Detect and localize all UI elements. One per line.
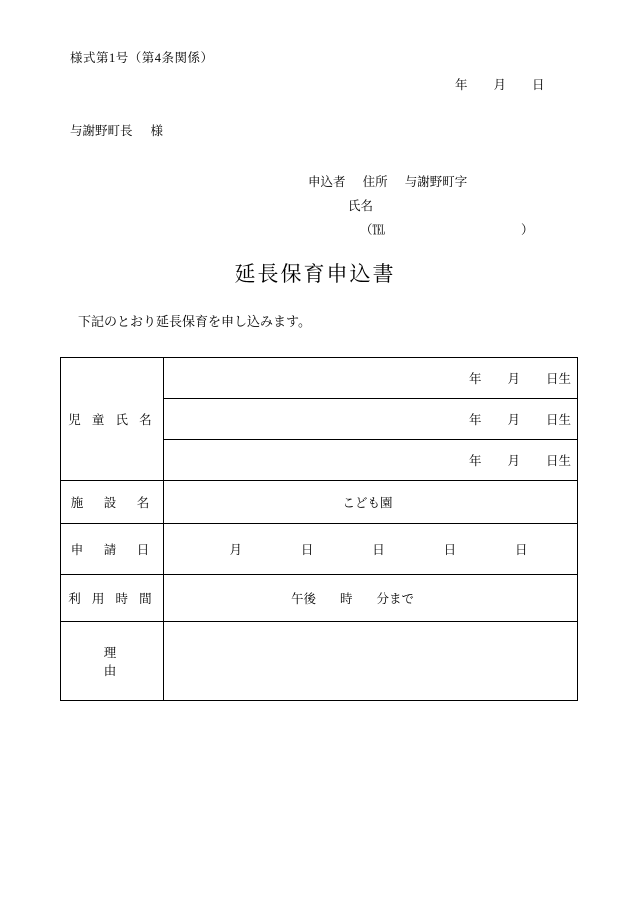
- dob3-day: 日生: [545, 454, 571, 468]
- form-code: 様式第1号（第4条関係）: [70, 51, 214, 65]
- child-dob-3: [164, 440, 578, 481]
- page-title: 延長保育申込書: [234, 262, 396, 286]
- date-year: 年: [455, 78, 468, 92]
- dob2-day: 日生: [545, 413, 571, 427]
- application-table: [60, 357, 578, 701]
- usage-time-value: [291, 589, 450, 607]
- usage-time-label: 利 用 時 間: [61, 575, 164, 622]
- addressee: [70, 121, 163, 139]
- apply-date-value-4: 日: [443, 543, 457, 557]
- date-month: 月: [493, 78, 507, 92]
- applicant-address-row: [308, 170, 534, 194]
- apply-date-cell: [164, 524, 578, 575]
- usage-time-hour: 時: [339, 592, 353, 606]
- applicant-name-row: [308, 194, 534, 218]
- usage-time-minute: 分まで: [376, 592, 415, 606]
- facility-value: こども園: [342, 496, 393, 510]
- apply-date-value-3: 日: [372, 543, 385, 557]
- applicant-tel-close: ）: [521, 223, 534, 237]
- dob1-day: 日生: [545, 372, 571, 386]
- addressee-honorific: 様: [150, 124, 164, 138]
- dob1-year: 年: [468, 372, 482, 386]
- reason-value[interactable]: [164, 622, 578, 701]
- usage-time-pm: 午後: [290, 592, 316, 606]
- facility-value-cell: [164, 481, 578, 524]
- dob2-month: 月: [507, 413, 520, 427]
- reason-label: 理 由: [61, 622, 164, 701]
- applicant-tel-open: （℡: [360, 223, 386, 237]
- dob3-month: 月: [507, 454, 520, 468]
- apply-date-label: 申 請 日: [61, 524, 164, 575]
- dob3-year: 年: [468, 454, 482, 468]
- table-row: [61, 575, 578, 622]
- apply-date-value-1: 月: [229, 543, 242, 557]
- apply-date-value-2: 日: [300, 543, 314, 557]
- table-row: [61, 358, 578, 399]
- applicant-tel-row: [308, 218, 534, 242]
- dob2-year: 年: [468, 413, 482, 427]
- apply-date-values: [170, 540, 571, 558]
- child-name-label: 児 童 氏 名: [61, 358, 164, 481]
- date-day: 日: [532, 78, 545, 92]
- applicant-address-value: 与謝野町字: [404, 175, 468, 189]
- applicant-name-label: 氏名: [348, 199, 374, 213]
- usage-time-cell: [164, 575, 578, 622]
- facility-label: 施 設 名: [61, 481, 164, 524]
- date-line: [455, 75, 545, 93]
- lead-text: 下記のとおり延長保育を申し込みます。: [78, 314, 311, 329]
- table-row: [61, 524, 578, 575]
- dob1-month: 月: [507, 372, 520, 386]
- table-row: [61, 622, 578, 701]
- applicant-label: 申込者: [308, 175, 346, 189]
- child-dob-1: [164, 358, 578, 399]
- addressee-name: 与謝野町長: [70, 124, 133, 138]
- apply-date-value-5: 日: [515, 543, 528, 557]
- applicant-address-label: 住所: [362, 175, 388, 189]
- child-dob-2: [164, 399, 578, 440]
- table-row: [61, 481, 578, 524]
- applicant-block: [308, 170, 534, 242]
